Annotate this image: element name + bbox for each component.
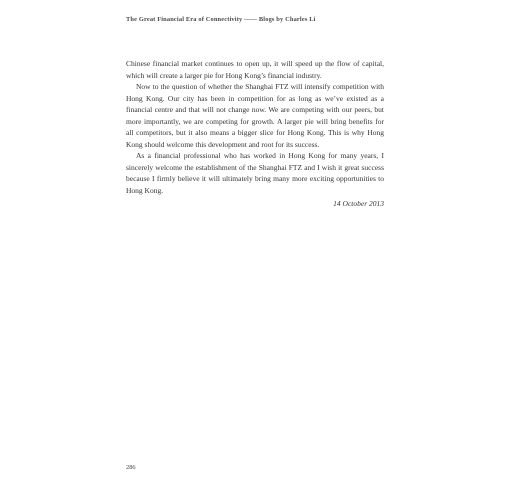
paragraph-continuation: Chinese financial market continues to open up, it will speed up the flow of capital, which will create a larger pie for Hong Kong’s financial industry. [126, 59, 384, 80]
paragraph-conclusion: As a financial professional who has worked in Hong Kong for many years, I sincerely welcome the establishment of the Shanghai FTZ and I wish it great success because I firmly believe it will ultimately bring many more exciting opportunities to Hong Kong. [126, 151, 384, 195]
post-date: 14 October 2013 [333, 199, 384, 208]
running-header: The Great Financial Era of Connectivity —— Blogs by Charles Li [126, 16, 316, 23]
body-text [126, 58, 384, 210]
paragraph-competition: Now to the question of whether the Shanghai FTZ will intensify competition with Hong Kong. Our city has been in competition for as long as we’ve existed as a financial centre and that will not change now. We are competing with our peers, but more importantly, we are competing for growth. A larger pie will bring benefits for all competitors, but it also means a bigger slice for Hong Kong. This is why Hong Kong should welcome this development and root for its success. [126, 82, 384, 149]
page-number: 286 [126, 464, 136, 471]
